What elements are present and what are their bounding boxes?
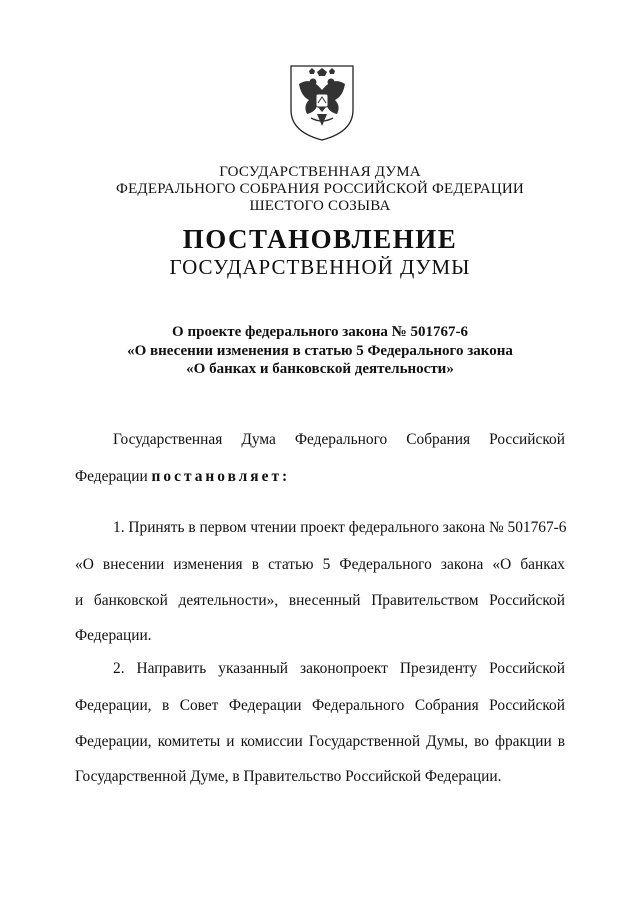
state-emblem: [287, 62, 357, 142]
preamble-line-2: [75, 467, 565, 487]
double-headed-eagle-icon: [287, 62, 357, 142]
item-2-line-2: Федерации, в Совет Федерации Федерального Собрания Российской: [75, 697, 565, 714]
org-line-2: ФЕДЕРАЛЬНОГО СОБРАНИЯ РОССИЙСКОЙ ФЕДЕРАЦИИ: [116, 181, 524, 197]
item-2-line-3: Федерации, комитеты и комиссии Государственной Думы, во фракции в: [75, 733, 565, 750]
item-1-line-4: Федерации.: [75, 627, 152, 644]
subject-line-2: «О внесении изменения в статью 5 Федерального закона: [127, 343, 513, 359]
item-1-line-3: и банковской деятельности», внесенный Правительством Российской: [75, 592, 565, 609]
issuer-subtitle: ГОСУДАРСТВЕННОЙ ДУМЫ: [169, 255, 471, 279]
preamble-text: Федерации: [75, 468, 148, 485]
item-2-line-1: 2. Направить указанный законопроект Президенту Российской: [113, 660, 565, 677]
org-line-3: ШЕСТОГО СОЗЫВА: [249, 198, 391, 214]
subject-line-1: О проекте федерального закона № 501767-6: [172, 324, 468, 340]
item-1-line-2: «О внесении изменения в статью 5 Федерального закона «О банках: [75, 556, 565, 573]
document-type-title: ПОСТАНОВЛЕНИЕ: [182, 224, 458, 254]
subject-line-3: «О банках и банковской деятельности»: [186, 361, 454, 377]
preamble-line-1: Государственная Дума Федерального Собрания Российской: [113, 431, 565, 448]
preamble-verb: постановляет:: [151, 468, 291, 485]
org-line-1: ГОСУДАРСТВЕННАЯ ДУМА: [219, 164, 421, 180]
item-1-line-1: 1. Принять в первом чтении проект федерального закона № 501767-6: [113, 519, 567, 536]
item-2-line-4: Государственной Думе, в Правительство Российской Федерации.: [75, 768, 502, 785]
